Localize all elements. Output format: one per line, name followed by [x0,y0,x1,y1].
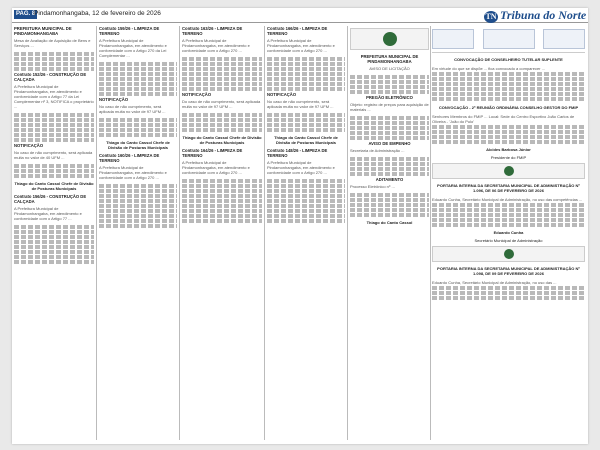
block-body: A Prefeitura Municipal de Pindamonhangaba, em atendimento e conformidade com o Artigo 270 ... [182,160,250,175]
block-body: AVISO DE LICITAÇÃO [369,66,410,71]
page-number-badge: PAG. 8 [16,11,36,17]
block-heading: PREFEITURA MUNICIPAL DE PINDAMONHANGABA [360,54,419,64]
block-heading: ADITAMENTO [375,177,404,182]
block-heading: PREFEITURA MUNICIPAL DE PINDAMONHANGABA [14,26,72,36]
block-body: A Prefeitura Municipal de Pindamonhangaba, em atendimento e conformidade com o Artigo 77 ... [14,206,82,221]
block-body: Do caso de não cumprimento, será aplicada multa no valor de 97 UFM ... [182,99,261,109]
signature-role: Presidente do FMIP [490,155,527,160]
block-body: A Prefeitura Municipal de Pindamonhangaba, em atendimento e conformidade com o Artigo 270 ... [267,38,335,53]
secretaria-seal [432,163,585,179]
signature-name: Alcides Barbosa Júnior [486,147,531,152]
secretaria-seal [432,246,585,262]
city-seal-icon [383,32,397,46]
signature-name: Eduardo Cunha [493,230,524,235]
tn-logo-icon: TN [485,12,497,21]
block-body: A Prefeitura Municipal de Pindamonhangaba, em atendimento e conformidade com o Artigo 270 da Lei Complementar ... [99,38,167,58]
block-body: A Prefeitura Municipal de Pindamonhangaba, em atendimento e conformidade com o Artigo 270 ... [267,160,335,175]
column-1 [14,26,94,440]
block-heading: Contrato 160/26 - LIMPEZA DE TERRENO [99,153,160,163]
signature-role: Secretário Municipal de Administração [474,238,543,243]
block-body: Objeto: registro de preços para aquisição de materiais ... [350,102,429,112]
date-line: Pindamonhangaba, 12 de fevereiro de 2026 [34,10,161,17]
block-heading: Contrato 148/26 - LIMPEZA DE TERRENO [267,148,328,158]
convocacao-title: CONVOCAÇÃO DE CONSELHEIRO TUTELAR SUPLENTE [454,57,563,62]
logo-center [483,29,535,49]
portaria-2-body: Eduardo Cunha, Secretário Municipal de Administração, no uso das ... [432,280,557,285]
block-heading: Contrato 164/26 - LIMPEZA DE TERRENO [182,148,243,158]
portaria-1-title: PORTARIA INTERNA DA SECRETARIA MUNICIPAL DE ADMINISTRAÇÃO Nº 1.096, DE 06 DE FEVEREIRO DE 2026 [437,183,580,193]
block-heading: Contrato 156/26 - CONSTRUÇÃO DE CALÇADA [14,194,87,204]
column-5 [350,26,429,440]
block-body: No caso de não cumprimento, será aplicada multa no valor de 97 UFM ... [99,104,166,114]
signature: Thiago do Canto Cassol Chefe de Divisão de Posturas Municipais [274,135,338,145]
newspaper-logo [484,8,586,23]
block-heading: NOTIFICAÇÃO [99,97,129,102]
conselho-body: Senhores Membros do FMIP ... Local: Sede do Centro Esportivo João Carlos de Oliveira - 'João do Pulo' [432,114,575,124]
convocacao-body: Em virtude do que se dispõe ... fica convocado a comparecer ... [432,66,545,71]
block-heading: NOTIFICAÇÃO [182,92,212,97]
block-body: Mesa de Avaliação de Aquisição de Bens e Serviços ... [14,38,91,48]
signature: Thiago do Canto Cassol [366,220,413,225]
city-seal [350,28,429,50]
block-heading: AVISO DE EMPENHO [368,141,411,146]
block-heading: Contrato 152/26 - CONSTRUÇÃO DE CALÇADA [14,72,87,82]
block-body: No caso de não cumprimento, será aplicada multa no valor de 97 UFM ... [267,99,334,109]
signature: Thiago do Canto Cassol Chefe de Divisão de Posturas Municipais [14,181,94,191]
partner-logos [432,26,585,53]
newspaper-page [12,8,588,444]
newspaper-name: Tribuna do Norte [500,8,587,22]
page-header [12,8,588,23]
block-body: A Prefeitura Municipal de Pindamonhangaba, em atendimento e conformidade com o Artigo 270 ... [99,165,167,180]
portaria-1-body: Eduardo Cunha, Secretário Municipal de Administração, no uso das competências ... [432,197,583,202]
column-3 [182,26,262,440]
secretaria-seal-icon [504,249,514,259]
block-heading: PREGÃO ELETRÔNICO [366,95,413,100]
block-heading: NOTIFICAÇÃO [267,92,297,97]
portaria-2-title: PORTARIA INTERNA DA SECRETARIA MUNICIPAL DE ADMINISTRAÇÃO Nº 1.098, DE 09 DE FEVEREIRO DE 2026 [437,266,580,276]
column-2 [99,26,177,440]
signature: Thiago do Canto Cassol Chefe de Divisão de Posturas Municipais [182,135,262,145]
right-column [432,26,585,440]
block-body: Processo Eletrônico nº ... [350,184,395,189]
secretaria-seal-icon [504,166,514,176]
block-body: A Prefeitura Municipal de Pindamonhangaba, em atendimento e conformidade com o Artigo 77 da Lei Complementar nº 3, NOTIFICA o proprietário ... [14,84,94,109]
block-body: A Prefeitura Municipal de Pindamonhangaba, em atendimento e conformidade com o Artigo 270 ... [182,38,250,53]
logo-right [543,29,585,49]
block-heading: Contrato 166/26 - LIMPEZA DE TERRENO [267,26,328,36]
block-heading: Contrato 159/26 - LIMPEZA DE TERRENO [99,26,160,36]
block-heading: Contrato 163/26 - LIMPEZA DE TERRENO [182,26,243,36]
column-4 [267,26,345,440]
signature: Thiago do Canto Cassol Chefe de Divisão de Posturas Municipais [106,140,170,150]
conselho-title: CONVOCAÇÃO - 2ª REUNIÃO ORDINÁRIA CONSELHO GESTOR DO FMIP [438,105,579,110]
block-body: No caso de não cumprimento, será aplicada multa no valor de 40 UFM ... [14,150,93,160]
logo-left [432,29,474,49]
block-heading: NOTIFICAÇÃO [14,143,44,148]
block-body: Secretaria de Administração ... [350,148,405,153]
